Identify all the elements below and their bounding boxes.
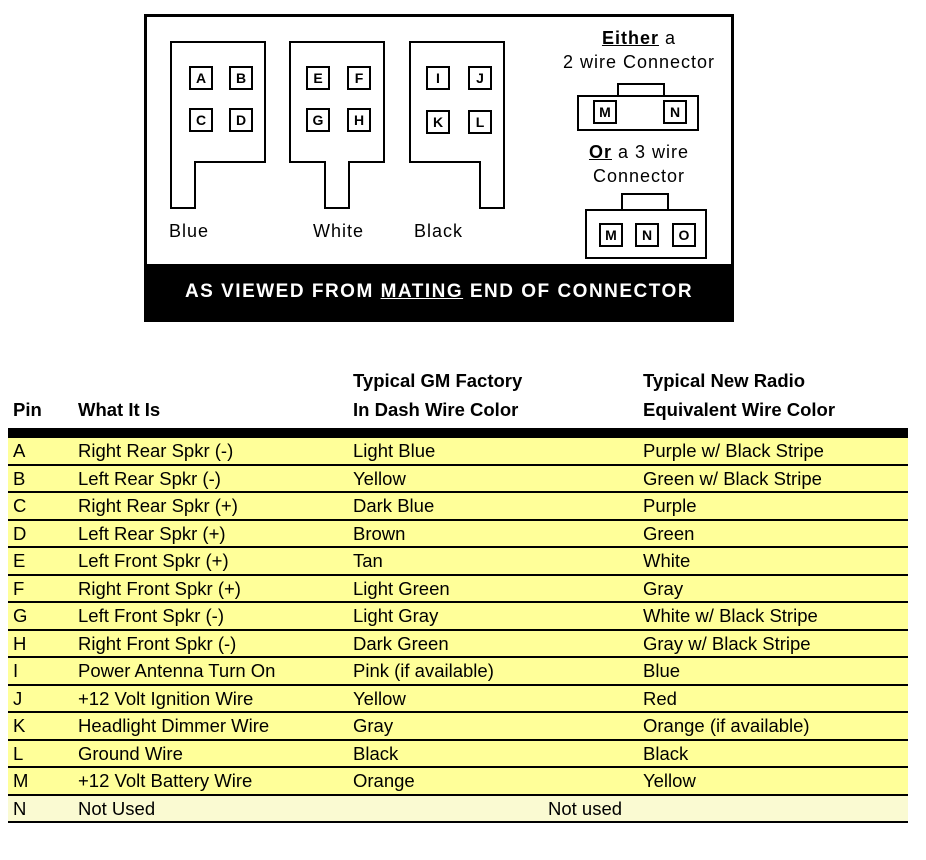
pin-o-three-wire: O bbox=[672, 223, 696, 247]
cell-factory-color: Yellow bbox=[353, 687, 406, 709]
two-wire-note bbox=[539, 28, 739, 73]
cell-new-color: Blue bbox=[643, 660, 681, 681]
blue-connector-tab bbox=[170, 161, 196, 209]
viewing-note-before: AS VIEWED FROM bbox=[184, 280, 381, 302]
cell-new-color: White w/ Black Stripe bbox=[643, 605, 818, 626]
cell-new-color: Green bbox=[643, 522, 695, 544]
pin-j: J bbox=[468, 66, 492, 90]
either-emphasis: Either bbox=[601, 28, 659, 48]
table-row bbox=[8, 796, 908, 824]
cell-factory-color: Light Green bbox=[353, 577, 450, 599]
pin-c: C bbox=[189, 108, 213, 132]
cell-what: Left Rear Spkr (-) bbox=[78, 467, 221, 489]
wire-color-table bbox=[8, 438, 908, 823]
black-connector-tab bbox=[479, 161, 505, 209]
cell-pin: A bbox=[13, 440, 26, 461]
cell-what: +12 Volt Ignition Wire bbox=[78, 687, 254, 709]
blue-connector-label: Blue bbox=[169, 221, 210, 241]
cell-what: Power Antenna Turn On bbox=[78, 660, 276, 681]
pin-e: E bbox=[306, 66, 330, 90]
viewing-note-bar bbox=[147, 264, 731, 319]
table-row bbox=[8, 686, 908, 714]
black-connector-label: Black bbox=[414, 221, 464, 241]
cell-what: +12 Volt Battery Wire bbox=[78, 770, 253, 791]
cell-pin: G bbox=[13, 605, 28, 626]
cell-pin: C bbox=[13, 495, 27, 516]
header-factory-line1: Typical GM Factory bbox=[353, 370, 523, 391]
pin-m-two-wire: M bbox=[593, 100, 617, 124]
wire-color-table-header bbox=[8, 366, 908, 428]
cell-factory-color: Pink (if available) bbox=[353, 660, 494, 681]
table-row bbox=[8, 768, 908, 796]
table-row bbox=[8, 658, 908, 686]
cell-new-color: Gray bbox=[643, 577, 684, 599]
pin-k: K bbox=[426, 110, 450, 134]
three-wire-note bbox=[539, 142, 739, 187]
cell-what: Left Front Spkr (-) bbox=[78, 605, 224, 626]
three-wire-connector-tab bbox=[621, 193, 669, 209]
table-row bbox=[8, 603, 908, 631]
table-row bbox=[8, 741, 908, 769]
table-row bbox=[8, 576, 908, 604]
table-row bbox=[8, 548, 908, 576]
connector-diagram bbox=[144, 14, 734, 322]
cell-factory-color: Light Blue bbox=[353, 440, 436, 461]
pin-l: L bbox=[468, 110, 492, 134]
pin-h: H bbox=[347, 108, 371, 132]
cell-what: Headlight Dimmer Wire bbox=[78, 715, 270, 736]
or-emphasis: Or bbox=[588, 142, 612, 162]
header-what: What It Is bbox=[78, 399, 161, 420]
three-wire-note-line2: Connector bbox=[592, 166, 686, 186]
pin-n-three-wire: N bbox=[635, 223, 659, 247]
cell-factory-color: Dark Green bbox=[353, 632, 449, 654]
header-rule bbox=[8, 428, 908, 438]
cell-what: Ground Wire bbox=[78, 742, 183, 764]
cell-what: Left Front Spkr (+) bbox=[78, 550, 229, 571]
two-wire-note-text: a bbox=[665, 28, 677, 48]
table-row bbox=[8, 713, 908, 741]
cell-what: Right Rear Spkr (+) bbox=[78, 495, 238, 516]
blue-connector bbox=[170, 41, 266, 163]
cell-factory-color: Dark Blue bbox=[353, 495, 435, 516]
cell-what: Right Front Spkr (+) bbox=[78, 577, 241, 599]
pin-n-two-wire: N bbox=[663, 100, 687, 124]
pin-d: D bbox=[229, 108, 253, 132]
table-row bbox=[8, 438, 908, 466]
cell-factory-color: Tan bbox=[353, 550, 383, 571]
white-connector bbox=[289, 41, 385, 163]
cell-pin: M bbox=[13, 770, 29, 791]
cell-factory-color: Yellow bbox=[353, 467, 406, 489]
cell-factory-color: Brown bbox=[353, 522, 406, 544]
table-row bbox=[8, 466, 908, 494]
cell-pin: F bbox=[13, 577, 25, 599]
cell-pin: L bbox=[13, 742, 24, 764]
pin-f: F bbox=[347, 66, 371, 90]
cell-new-color: Green w/ Black Stripe bbox=[643, 467, 822, 489]
three-wire-note-text: a 3 wire bbox=[618, 142, 690, 162]
cell-new-color: Orange (if available) bbox=[643, 715, 810, 736]
cell-pin: K bbox=[13, 715, 26, 736]
cell-what: Not Used bbox=[78, 797, 156, 819]
table-row bbox=[8, 631, 908, 659]
cell-pin: D bbox=[13, 522, 27, 544]
cell-factory-color: Light Gray bbox=[353, 605, 439, 626]
header-factory-line2: In Dash Wire Color bbox=[353, 399, 519, 420]
cell-new-color: Purple w/ Black Stripe bbox=[643, 440, 824, 461]
pin-m-three-wire: M bbox=[599, 223, 623, 247]
cell-pin: B bbox=[13, 467, 26, 489]
cell-what: Right Front Spkr (-) bbox=[78, 632, 237, 654]
black-connector bbox=[409, 41, 505, 163]
cell-new-color: Gray w/ Black Stripe bbox=[643, 632, 811, 654]
cell-factory-color: Black bbox=[353, 742, 399, 764]
cell-not-used-note: Not used bbox=[548, 797, 623, 819]
cell-new-color: Black bbox=[643, 742, 689, 764]
pin-b: B bbox=[229, 66, 253, 90]
cell-new-color: Red bbox=[643, 687, 677, 709]
header-pin: Pin bbox=[13, 399, 42, 420]
white-connector-tab bbox=[324, 161, 350, 209]
cell-pin: I bbox=[13, 660, 19, 681]
table-row bbox=[8, 521, 908, 549]
cell-pin: E bbox=[13, 550, 26, 571]
header-new-line1: Typical New Radio bbox=[643, 370, 806, 391]
pin-i: I bbox=[426, 66, 450, 90]
pin-a: A bbox=[189, 66, 213, 90]
cell-pin: H bbox=[13, 632, 27, 654]
cell-new-color: Purple bbox=[643, 495, 697, 516]
cell-new-color: Yellow bbox=[643, 770, 696, 791]
pin-g: G bbox=[306, 108, 330, 132]
white-connector-label: White bbox=[313, 221, 365, 241]
viewing-note-underlined: MATING bbox=[380, 280, 464, 302]
cell-what: Left Rear Spkr (+) bbox=[78, 522, 226, 544]
cell-factory-color: Orange bbox=[353, 770, 415, 791]
viewing-note-after: END OF CONNECTOR bbox=[463, 280, 694, 302]
cell-pin: J bbox=[13, 687, 23, 709]
cell-factory-color: Gray bbox=[353, 715, 394, 736]
cell-pin: N bbox=[13, 797, 27, 819]
cell-what: Right Rear Spkr (-) bbox=[78, 440, 234, 461]
table-row bbox=[8, 493, 908, 521]
header-new-line2: Equivalent Wire Color bbox=[643, 399, 836, 420]
cell-new-color: White bbox=[643, 550, 691, 571]
two-wire-note-line2: 2 wire Connector bbox=[562, 52, 716, 72]
